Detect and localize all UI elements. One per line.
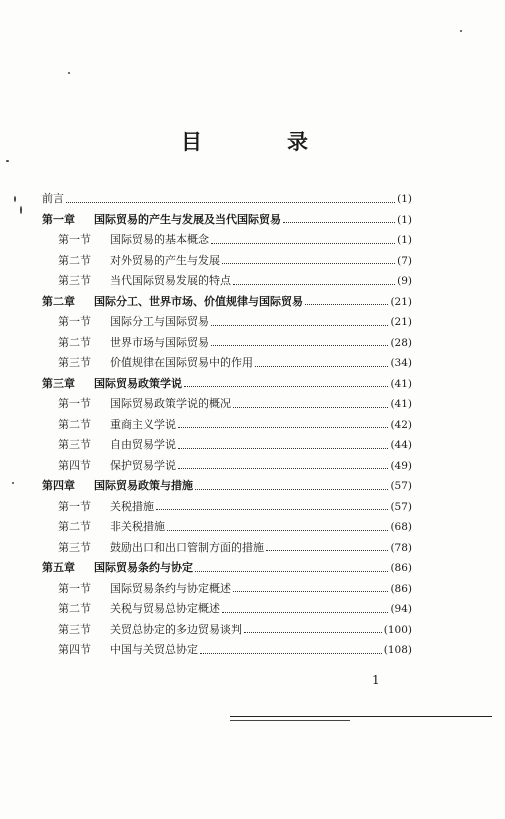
toc-chapter-row <box>42 293 412 314</box>
toc-page-number: (57) <box>390 480 412 492</box>
toc-entry-label <box>58 621 242 637</box>
toc-entry-title: 国际分工、世界市场、价值规律与国际贸易 <box>94 294 303 308</box>
toc-section-row <box>42 395 412 416</box>
dot-leader <box>255 366 388 367</box>
toc-entry-number: 第一节 <box>58 581 91 595</box>
toc-entry-number: 第二节 <box>58 602 91 615</box>
toc-page-number: (1) <box>397 234 412 246</box>
toc-entry-title: 对外贸易的产生与发展 <box>110 253 220 267</box>
toc-section-row <box>42 272 412 293</box>
toc-page-number: (108) <box>383 644 412 656</box>
toc-entry-number: 第五章 <box>42 561 75 574</box>
toc-entry-number: 第二节 <box>58 520 91 533</box>
dot-leader <box>233 591 388 592</box>
toc-page-number: (7) <box>397 254 412 267</box>
scan-speck <box>460 30 462 32</box>
toc-page-number: (49) <box>390 459 412 472</box>
scan-speck <box>68 72 70 74</box>
toc-entry-label <box>58 334 209 350</box>
toc-page-number: (57) <box>390 500 412 513</box>
toc-entry-number: 第二节 <box>58 417 91 431</box>
toc-page-number: (21) <box>390 295 412 308</box>
dot-leader <box>66 202 395 203</box>
toc-entry-title: 关税措施 <box>110 499 154 513</box>
dot-leader <box>178 427 388 428</box>
toc-entry-title: 中国与关贸总协定 <box>110 643 198 656</box>
toc-entry-label <box>42 559 193 575</box>
toc-page-number: (1) <box>397 213 412 226</box>
toc-entry-number: 第一节 <box>58 397 91 410</box>
toc-entry-row <box>42 190 412 211</box>
dot-leader <box>156 509 388 510</box>
toc-entry-number: 第二节 <box>58 253 91 267</box>
toc-entry-label <box>58 272 231 288</box>
table-of-contents <box>42 190 412 662</box>
toc-section-row <box>42 436 412 457</box>
toc-section-row <box>42 252 412 273</box>
toc-entry-label <box>58 313 209 329</box>
dot-leader <box>222 263 395 264</box>
toc-chapter-row <box>42 211 412 232</box>
toc-entry-number: 第二章 <box>42 294 75 308</box>
toc-entry-label <box>58 641 198 657</box>
dot-leader <box>305 304 388 305</box>
toc-section-row <box>42 498 412 519</box>
toc-entry-title: 重商主义学说 <box>110 417 176 431</box>
toc-entry-label <box>58 395 231 411</box>
toc-page-number: (68) <box>390 521 412 533</box>
scan-speck <box>20 206 22 214</box>
toc-section-row <box>42 334 412 355</box>
toc-entry-label <box>58 600 220 616</box>
toc-entry-label <box>58 231 209 247</box>
toc-entry-label <box>42 477 193 493</box>
toc-entry-title: 国际贸易的基本概念 <box>110 233 209 246</box>
toc-entry-label <box>58 457 176 473</box>
toc-page-number: (9) <box>397 275 412 287</box>
toc-entry-title: 国际贸易政策与措施 <box>94 479 193 492</box>
toc-page-number: (1) <box>397 193 412 205</box>
dot-leader <box>200 653 382 654</box>
dot-leader <box>184 386 388 387</box>
toc-entry-number: 第三节 <box>58 540 91 554</box>
toc-entry-number: 第四章 <box>42 479 75 492</box>
dot-leader <box>244 632 382 633</box>
dot-leader <box>283 222 395 223</box>
toc-entry-label <box>58 580 231 596</box>
toc-chapter-row <box>42 559 412 580</box>
toc-entry-title: 价值规律在国际贸易中的作用 <box>110 356 253 369</box>
toc-page-number: (100) <box>383 623 412 636</box>
toc-entry-label <box>58 539 264 555</box>
toc-entry-number: 第一节 <box>58 315 91 328</box>
dot-leader <box>233 407 388 408</box>
toc-page-number: (42) <box>390 418 412 431</box>
scan-speck <box>6 160 9 162</box>
dot-leader <box>167 530 388 531</box>
dot-leader <box>211 243 395 244</box>
toc-entry-label <box>58 416 176 432</box>
toc-entry-label <box>42 375 182 391</box>
toc-entry-label <box>58 498 154 514</box>
toc-entry-number: 第二节 <box>58 335 91 349</box>
toc-page-number: (78) <box>390 541 412 554</box>
toc-entry-title: 前言 <box>42 192 64 205</box>
toc-chapter-row <box>42 375 412 396</box>
toc-entry-title: 国际贸易的产生与发展及当代国际贸易 <box>94 212 281 226</box>
dot-leader <box>211 345 388 346</box>
toc-entry-label <box>58 436 176 452</box>
dot-leader <box>211 325 388 326</box>
toc-section-row <box>42 518 412 539</box>
dot-leader <box>178 448 388 449</box>
toc-entry-title: 自由贸易学说 <box>110 438 176 451</box>
toc-entry-label <box>42 190 64 206</box>
toc-entry-title: 非关税措施 <box>110 520 165 533</box>
toc-entry-title: 国际分工与国际贸易 <box>110 315 209 328</box>
dot-leader <box>178 468 388 469</box>
toc-page-number: (41) <box>390 398 412 410</box>
toc-section-row <box>42 231 412 252</box>
toc-section-row <box>42 641 412 662</box>
page-title: 目 录 <box>181 129 340 154</box>
toc-entry-label <box>42 293 303 309</box>
toc-entry-number: 第三节 <box>58 274 91 287</box>
toc-page-number: (86) <box>390 562 412 574</box>
toc-page-number: (41) <box>390 377 412 390</box>
page-number: 1 <box>372 673 380 687</box>
toc-entry-number: 第四节 <box>58 643 91 656</box>
toc-page-number: (28) <box>390 336 412 349</box>
dot-leader <box>266 550 388 551</box>
toc-page-number: (94) <box>390 603 412 615</box>
toc-entry-title: 鼓励出口和出口管制方面的措施 <box>110 540 264 554</box>
toc-entry-label <box>58 252 220 268</box>
toc-entry-title: 国际贸易条约与协定概述 <box>110 581 231 595</box>
toc-section-row <box>42 539 412 560</box>
dot-leader <box>222 612 388 613</box>
toc-page-number: (21) <box>390 316 412 328</box>
scan-speck <box>14 196 16 202</box>
toc-entry-number: 第三节 <box>58 622 91 636</box>
toc-page-number: (44) <box>390 439 412 451</box>
toc-section-row <box>42 600 412 621</box>
toc-entry-number: 第一章 <box>42 212 75 226</box>
toc-entry-title: 世界市场与国际贸易 <box>110 335 209 349</box>
toc-entry-number: 第四节 <box>58 458 91 472</box>
toc-section-row <box>42 580 412 601</box>
toc-entry-number: 第三章 <box>42 376 75 390</box>
toc-entry-title: 关税与贸易总协定概述 <box>110 602 220 615</box>
toc-page-number: (34) <box>390 357 412 369</box>
toc-entry-number: 第一节 <box>58 499 91 513</box>
toc-section-row <box>42 457 412 478</box>
dot-leader <box>195 489 388 490</box>
toc-page-number: (86) <box>390 582 412 595</box>
dot-leader <box>195 571 388 572</box>
toc-chapter-row <box>42 477 412 498</box>
footer-rule <box>230 716 492 717</box>
dot-leader <box>233 284 395 285</box>
toc-entry-number: 第一节 <box>58 233 91 246</box>
scan-speck <box>12 482 14 484</box>
toc-entry-title: 国际贸易政策学说 <box>94 376 182 390</box>
toc-section-row <box>42 416 412 437</box>
toc-entry-label <box>58 518 165 534</box>
toc-entry-label <box>42 211 281 227</box>
footer-rule-short <box>230 720 350 721</box>
toc-entry-title: 关贸总协定的多边贸易谈判 <box>110 622 242 636</box>
toc-entry-title: 国际贸易条约与协定 <box>94 561 193 574</box>
toc-entry-label <box>58 354 253 370</box>
toc-entry-number: 第三节 <box>58 438 91 451</box>
toc-entry-title: 保护贸易学说 <box>110 458 176 472</box>
toc-entry-title: 当代国际贸易发展的特点 <box>110 274 231 287</box>
toc-entry-title: 国际贸易政策学说的概况 <box>110 397 231 410</box>
toc-entry-number: 第三节 <box>58 356 91 369</box>
toc-section-row <box>42 354 412 375</box>
toc-section-row <box>42 621 412 642</box>
toc-section-row <box>42 313 412 334</box>
